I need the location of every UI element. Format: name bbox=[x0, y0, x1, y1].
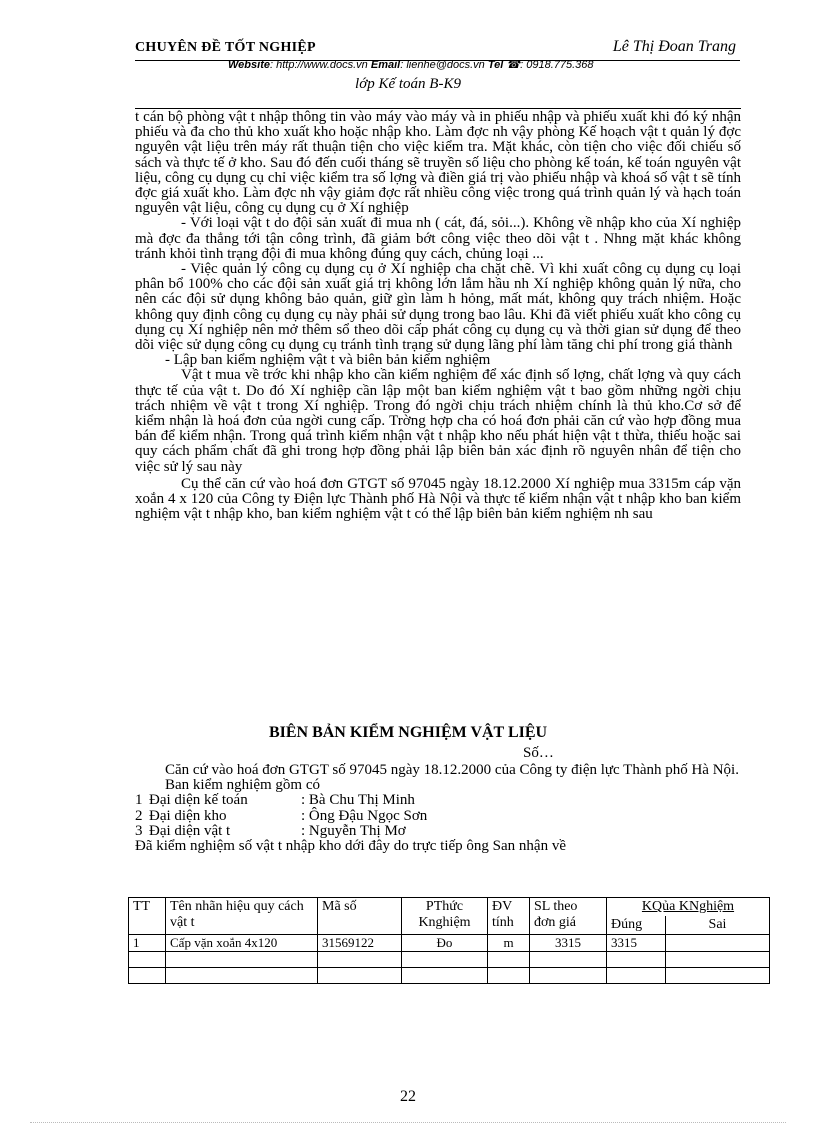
report-basis: Căn cứ vào hoá đơn GTGT số 97045 ngày 18.12.2000 của Công ty điện lực Thành phố Hà Nội. bbox=[165, 762, 739, 778]
report-title: BIÊN BẢN KIỂM NGHIỆM VẬT LIỆU bbox=[268, 724, 548, 741]
paragraph-2: - Với loại vật t do đội sản xuất đi mua nh ( cát, đá, sỏi...). Không về nhập kho của Xí nghiệp mà đợc đa thẳng tới tận công trình, đã giảm bớt công việc theo dõi vật t . Nhng mặt khác không tránh khỏi tình trạng đội đi mua không đúng quy cách, chủng loại ... bbox=[135, 215, 741, 262]
email-label: Email bbox=[370, 59, 401, 71]
website-value[interactable]: : http://www.docs.vn bbox=[269, 59, 368, 71]
body-text bbox=[135, 110, 741, 522]
member-role: Đại diện kho bbox=[149, 807, 227, 824]
cell-code: 31569122 bbox=[318, 935, 402, 952]
report-conclusion: Đã kiểm nghiệm số vật t nhập kho dới đây do trực tiếp ông San nhận về bbox=[135, 838, 566, 855]
committee-intro: Ban kiểm nghiệm gồm có bbox=[165, 777, 320, 794]
member-3 bbox=[135, 824, 741, 839]
member-no: 1 bbox=[135, 792, 143, 809]
col-correct: Đúng bbox=[607, 916, 666, 935]
tel-value: : 0918.775.368 bbox=[520, 59, 594, 71]
cell-correct: 3315 bbox=[607, 935, 666, 952]
col-method: PThức Knghiệm bbox=[402, 898, 488, 935]
member-no: 2 bbox=[135, 807, 143, 824]
col-wrong: Sai bbox=[666, 916, 770, 935]
paragraph-6: Cụ thể căn cứ vào hoá đơn GTGT số 97045 ngày 18.12.2000 Xí nghiệp mua 3315m cáp vặn xoắn 4 x 120 của Công ty Điện lực Thành phố Hà Nội và thực tế kiểm nhận vật t nhập kho ban kiểm nghiệm vật t nhập kho, ban kiểm nghiệm vật t có thể lập biên bản kiểm nghiệm nh sau bbox=[135, 475, 741, 523]
table-header-row bbox=[129, 898, 770, 917]
member-1 bbox=[135, 793, 741, 808]
cell-qty: 3315 bbox=[530, 935, 607, 952]
col-tt: TT bbox=[129, 898, 166, 935]
page-number: 22 bbox=[400, 1088, 416, 1105]
paragraph-1: t cán bộ phòng vật t nhập thông tin vào máy vào máy và in phiếu nhập và phiếu xuất khi đó ký nhận phiếu và đa cho thủ kho xuất kho hoặc nhập kho. Làm đợc nh vậy phòng Kế hoạch vật t quản lý đợc nguyên vật liệu trên máy rất thuận tiện cho việc kiểm tra. Mặt khác, còn tiện cho việc đối chiếu số sách và thực tế ở kho. Sau đó đến cuối tháng sẽ truyền số liệu cho phòng kế toán, kế toán nguyên vật liệu, công cụ dụng cụ chỉ việc kiểm tra số lợng và điền giá trị vào phiếu nhập và khoá số vật t sẽ tính đợc giá xuất kho. Làm đợc nh vậy giảm đợc rất nhiều công việc trong quá trình quản lý và hạch toán nguyên vật liệu, công cụ dụng cụ ở Xí nghiệp bbox=[135, 109, 741, 217]
table-row bbox=[129, 935, 770, 952]
col-qty: SL theo đơn giá bbox=[530, 898, 607, 935]
member-no: 3 bbox=[135, 822, 143, 839]
table-row-empty bbox=[129, 952, 770, 968]
member-name: : Nguyễn Thị Mơ bbox=[301, 822, 406, 839]
tel-label: Tel bbox=[487, 59, 504, 71]
report-number: Số… bbox=[523, 745, 554, 761]
cell-tt: 1 bbox=[129, 935, 166, 952]
member-2 bbox=[135, 809, 741, 824]
col-unit: ĐV tính bbox=[488, 898, 530, 935]
report-body bbox=[135, 763, 741, 854]
member-role: Đại diện kế toán bbox=[149, 792, 248, 809]
col-result: KQủa KNghiệm bbox=[607, 898, 770, 917]
email-value[interactable]: : lienhe@docs.vn bbox=[400, 59, 485, 71]
col-code: Mã số bbox=[318, 898, 402, 935]
header-document-type: CHUYÊN ĐỀ TỐT NGHIỆP bbox=[135, 40, 316, 55]
cell-unit: m bbox=[488, 935, 530, 952]
paragraph-4: - Lập ban kiểm nghiệm vật t và biên bản kiểm nghiệm bbox=[165, 352, 491, 369]
paragraph-3: - Việc quản lý công cụ dụng cụ ở Xí nghiệp cha chặt chẽ. Vì khi xuất công cụ dụng cụ loại phân bổ 100% cho các đội sản xuất giá trị không lớn lắm hầu nh Xí nghiệp không quản lý nữa, cho nên các đội sử dụng không bảo quản, giữ gìn làm h hỏng, mất mát, không quy trách nhiệm. Hoặc không quy định công cụ dụng cụ này phải sử dụng trong bao lâu. Khi đã viết phiếu xuất kho công cụ dụng cụ Xí nghiệp nên mở thêm sổ theo dõi cấp phát công cụ dụng cụ và thời gian sử dụng để theo dõi việc sử dụng công cụ dụng cụ tránh tình trạng sử dụng lãng phí làm tăng chi phí trong giá thành bbox=[135, 261, 741, 354]
col-name: Tên nhãn hiệu quy cách vật t bbox=[166, 898, 318, 935]
member-name: : Ông Đậu Ngọc Sơn bbox=[301, 807, 428, 824]
phone-icon: ☎ bbox=[506, 59, 521, 71]
cell-method: Đo bbox=[402, 935, 488, 952]
member-name: : Bà Chu Thị Minh bbox=[301, 792, 415, 809]
header-contact-line bbox=[228, 58, 594, 71]
paragraph-5: Vật t mua về trớc khi nhập kho cần kiểm nghiệm để xác định số lợng, chất lợng và quy cách thực tế của vật t. Do đó Xí nghiệp cần lập một ban kiểm nghiệm vật t bao gồm những ngời chịu trách nhiệm về vật t trong Xí nghiệp. Trong đó ngời chịu trách nhiệm chính là thủ kho.Cơ sở để kiểm nhận là hoá đơn của ngời cung cấp. Trờng hợp cha có hoá đơn phải căn cứ vào hợp đồng mua bán để kiểm nhận. Trong quá trình kiểm nhận vật t nhập kho nếu phát hiện vật t thừa, thiếu hoặc sai quy cách phẩm chất đã ghi trong hợp đồng phải lập biên bản xác định rõ nguyên nhân để tiện cho việc sử lý sau này bbox=[135, 367, 741, 475]
member-role: Đại diện vật t bbox=[149, 822, 231, 839]
header-author: Lê Thị Đoan Trang bbox=[612, 38, 736, 55]
cell-name: Cấp vặn xoắn 4x120 bbox=[166, 935, 318, 952]
table-row-empty bbox=[129, 968, 770, 984]
inspection-table bbox=[128, 897, 770, 984]
website-label: Website bbox=[228, 59, 270, 71]
header-class: lớp Kế toán B-K9 bbox=[355, 76, 461, 92]
cell-wrong bbox=[666, 935, 770, 952]
